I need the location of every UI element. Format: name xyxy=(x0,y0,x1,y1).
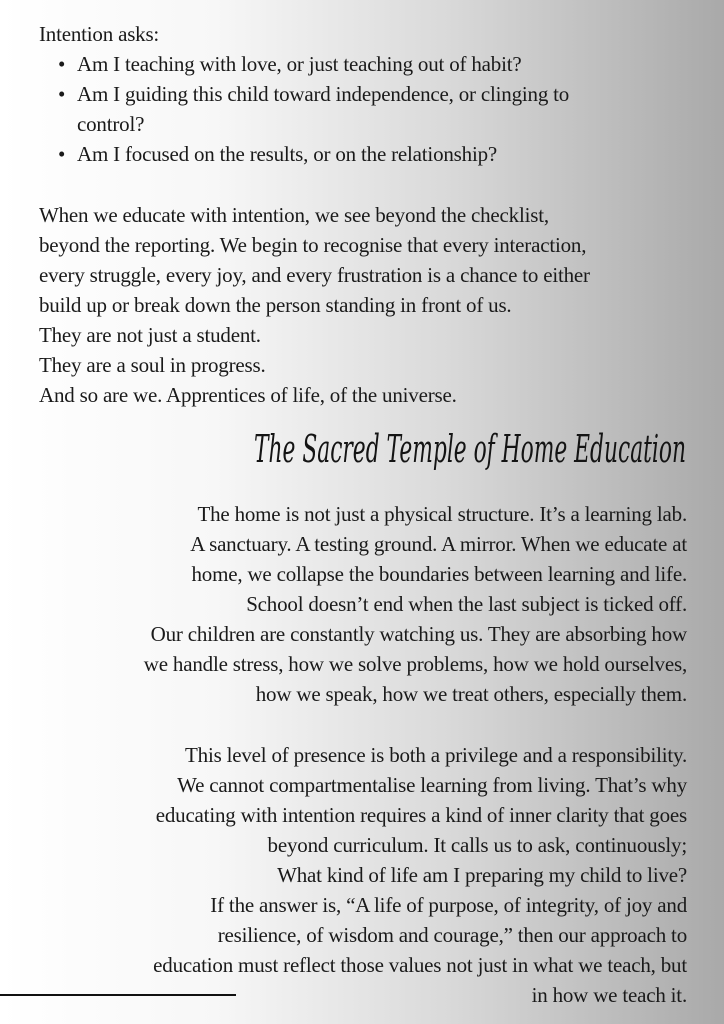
paragraph-line: A sanctuary. A testing ground. A mirror. When we educate at xyxy=(190,532,687,556)
paragraph-line: resilience, of wisdom and courage,” then our approach to xyxy=(217,923,687,947)
paragraph-line: They are a soul in progress. xyxy=(39,353,266,377)
paragraph-line: we handle stress, how we solve problems, how we hold ourselves, xyxy=(143,652,687,676)
paragraph-line: beyond curriculum. It calls us to ask, continuously; xyxy=(267,833,687,857)
paragraph-line: School doesn’t end when the last subject is ticked off. xyxy=(246,592,687,616)
paragraph-line: education must reflect those values not just in what we teach, but xyxy=(153,953,687,977)
paragraph-line: If the answer is, “A life of purpose, of integrity, of joy and xyxy=(210,893,687,917)
paragraph-intention xyxy=(39,200,699,410)
section-heading xyxy=(250,418,690,482)
bullet-icon: • xyxy=(58,82,66,106)
list-item xyxy=(58,49,678,79)
intro-heading: Intention asks: xyxy=(39,22,160,46)
list-item xyxy=(58,139,678,169)
paragraph-line: in how we teach it. xyxy=(531,983,687,1007)
paragraph-home xyxy=(7,499,687,709)
divider-line xyxy=(0,994,236,996)
paragraph-presence xyxy=(7,740,687,1010)
paragraph-line: They are not just a student. xyxy=(39,323,261,347)
question-text: Am I teaching with love, or just teaching out of habit? xyxy=(77,52,522,76)
paragraph-line: build up or break down the person standing in front of us. xyxy=(39,293,512,317)
paragraph-line: every struggle, every joy, and every frustration is a chance to either xyxy=(39,263,590,287)
question-text-continued: control? xyxy=(77,112,145,136)
paragraph-line: educating with intention requires a kind of inner clarity that goes xyxy=(155,803,687,827)
list-item xyxy=(58,79,678,139)
paragraph-line: how we speak, how we treat others, especially them. xyxy=(255,682,687,706)
paragraph-line: home, we collapse the boundaries between learning and life. xyxy=(191,562,687,586)
paragraph-line: We cannot compartmentalise learning from living. That’s why xyxy=(177,773,687,797)
paragraph-line: When we educate with intention, we see beyond the checklist, xyxy=(39,203,549,227)
paragraph-line: Our children are constantly watching us. They are absorbing how xyxy=(150,622,687,646)
question-list xyxy=(58,49,678,169)
question-text: Am I focused on the results, or on the relationship? xyxy=(77,142,497,166)
paragraph-line: And so are we. Apprentices of life, of the universe. xyxy=(39,383,457,407)
paragraph-line: beyond the reporting. We begin to recognise that every interaction, xyxy=(39,233,587,257)
paragraph-line: This level of presence is both a privilege and a responsibility. xyxy=(185,743,687,767)
bullet-icon: • xyxy=(58,52,66,76)
bullet-icon: • xyxy=(58,142,66,166)
section-heading-text: The Sacred Temple of Home Education xyxy=(254,427,686,471)
paragraph-line: What kind of life am I preparing my child to live? xyxy=(277,863,687,887)
question-text: Am I guiding this child toward independence, or clinging to xyxy=(77,82,570,106)
paragraph-line: The home is not just a physical structure. It’s a learning lab. xyxy=(197,502,687,526)
